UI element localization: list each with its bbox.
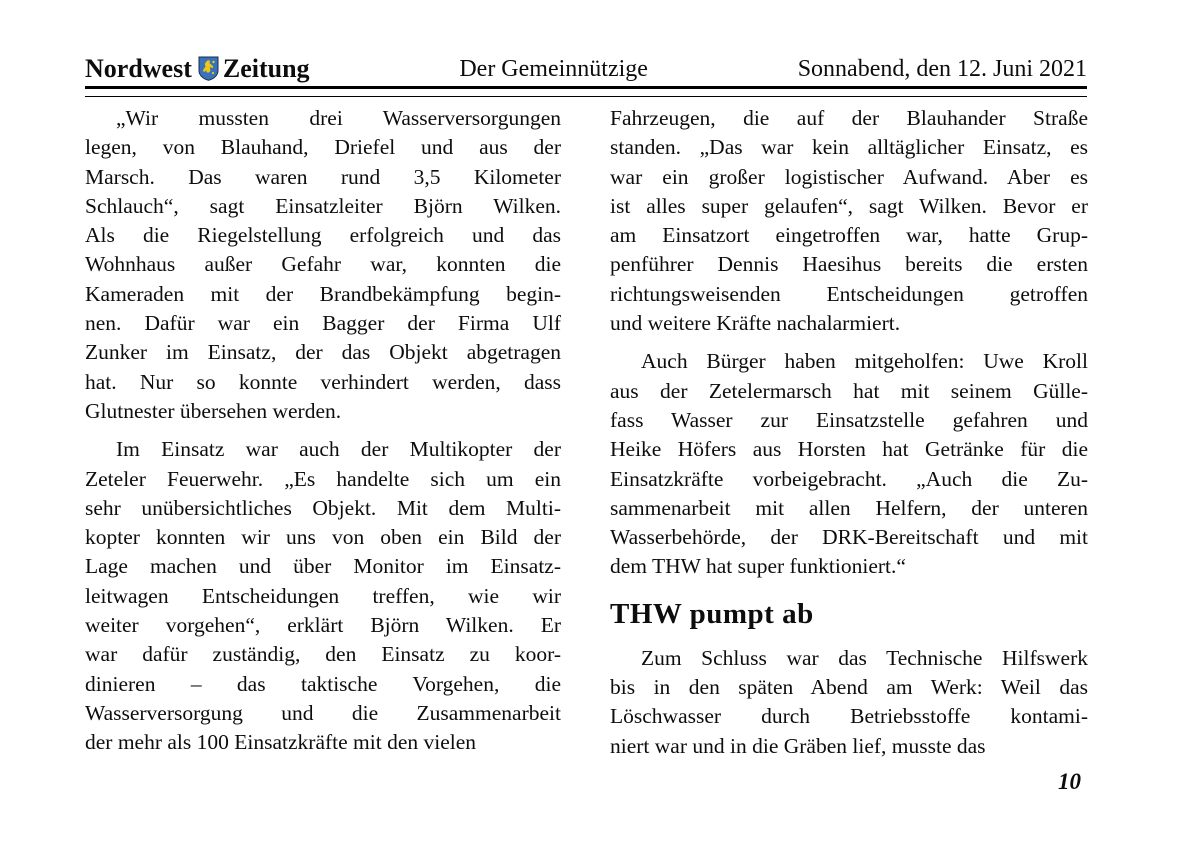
- text-line: Auch Bürger haben mitgeholfen: Uwe Kroll: [641, 349, 1088, 374]
- text-line: am Einsatzort eingetroffen war, hatte Grup-: [610, 223, 1088, 248]
- article-paragraph: [85, 435, 561, 757]
- text-line: Zum Schluss war das Technische Hilfswerk: [641, 645, 1088, 670]
- text-line: sehr unübersichtliches Objekt. Mit dem Multi-: [85, 495, 561, 520]
- text-line: Zeteler Feuerwehr. „Es handelte sich um ein: [85, 466, 561, 491]
- text-line: Löschwasser durch Betriebsstoffe kontami-: [610, 704, 1088, 729]
- text-line: Zunker im Einsatz, der das Objekt abgetragen: [85, 340, 561, 365]
- issue-date: Sonnabend, den 12. Juni 2021: [797, 56, 1087, 82]
- text-line: niert war und in die Gräben lief, musste das: [610, 733, 986, 758]
- article-paragraph: [610, 104, 1088, 338]
- text-line: Als die Riegelstellung erfolgreich und das: [85, 223, 561, 248]
- article-paragraph: [610, 644, 1088, 761]
- text-line: Wasserbehörde, der DRK-Bereitschaft und mit: [610, 525, 1088, 550]
- text-line: Wasserversorgung und die Zusammenarbeit: [85, 700, 561, 725]
- text-line: penführer Dennis Haesihus bereits die ersten: [610, 252, 1088, 277]
- section-heading: THW pumpt ab: [610, 597, 814, 630]
- coat-of-arms-icon: [198, 56, 219, 81]
- text-line: Einsatzkräfte vorbeigebracht. „Auch die Zu-: [610, 466, 1088, 491]
- article-paragraph: [610, 347, 1088, 581]
- article-column-left: [85, 104, 561, 758]
- text-line: dem THW hat super funktioniert.“: [610, 554, 906, 579]
- page-number: 10: [1058, 769, 1081, 794]
- text-line: legen, von Blauhand, Driefel und aus der: [85, 135, 561, 160]
- text-line: aus der Zetelermarsch hat mit seinem Gülle-: [610, 378, 1088, 403]
- article-column-right: [610, 104, 1088, 761]
- text-line: kopter konnten wir uns von oben ein Bild der: [85, 525, 561, 550]
- text-line: sammenarbeit mit allen Helfern, der unteren: [610, 495, 1088, 520]
- text-line: dinieren – das taktische Vorgehen, die: [85, 671, 561, 696]
- text-line: Kameraden mit der Brandbekämpfung begin-: [85, 281, 561, 306]
- text-line: hat. Nur so konnte verhindert werden, dass: [85, 369, 561, 394]
- masthead: [85, 50, 1087, 84]
- text-line: Wohnhaus außer Gefahr war, konnten die: [85, 252, 561, 277]
- text-line: Fahrzeugen, die auf der Blauhander Straße: [610, 106, 1088, 130]
- text-line: Im Einsatz war auch der Multikopter der: [116, 437, 561, 462]
- text-line: der mehr als 100 Einsatzkräfte mit den vielen: [85, 730, 477, 755]
- text-line: Lage machen und über Monitor im Einsatz-: [85, 554, 561, 579]
- text-line: war ein großer logistischer Aufwand. Aber es: [610, 164, 1088, 189]
- text-line: leitwagen Entscheidungen treffen, wie wir: [85, 583, 561, 608]
- text-line: Schlauch“, sagt Einsatzleiter Björn Wilken.: [85, 193, 561, 218]
- text-line: richtungsweisenden Entscheidungen getroffen: [610, 281, 1088, 306]
- text-line: ist alles super gelaufen“, sagt Wilken. Bevor er: [610, 193, 1088, 218]
- newspaper-name-right: Zeitung: [222, 54, 310, 83]
- text-line: Heike Höfers aus Horsten hat Getränke für die: [610, 437, 1088, 462]
- text-line: „Wir mussten drei Wasserversorgungen: [116, 106, 561, 130]
- text-line: war dafür zuständig, den Einsatz zu koor-: [85, 642, 561, 667]
- text-line: Marsch. Das waren rund 3,5 Kilometer: [85, 164, 561, 189]
- newspaper-name-left: Nordwest: [85, 54, 192, 83]
- newspaper-name: [85, 54, 310, 84]
- text-line: standen. „Das war kein alltäglicher Einsatz, es: [610, 135, 1088, 160]
- text-line: Glutnester übersehen werden.: [85, 398, 342, 423]
- text-line: nen. Dafür war ein Bagger der Firma Ulf: [85, 311, 561, 336]
- text-line: weiter vorgehen“, erklärt Björn Wilken. Er: [85, 613, 561, 638]
- article-paragraph: [85, 104, 561, 426]
- text-line: und weitere Kräfte nachalarmiert.: [610, 311, 901, 336]
- text-line: bis in den späten Abend am Werk: Weil das: [610, 675, 1088, 700]
- masthead-divider-rule: [85, 86, 1087, 97]
- text-line: fass Wasser zur Einsatzstelle gefahren und: [610, 407, 1088, 432]
- edition-title: Der Gemeinnützige: [459, 56, 648, 82]
